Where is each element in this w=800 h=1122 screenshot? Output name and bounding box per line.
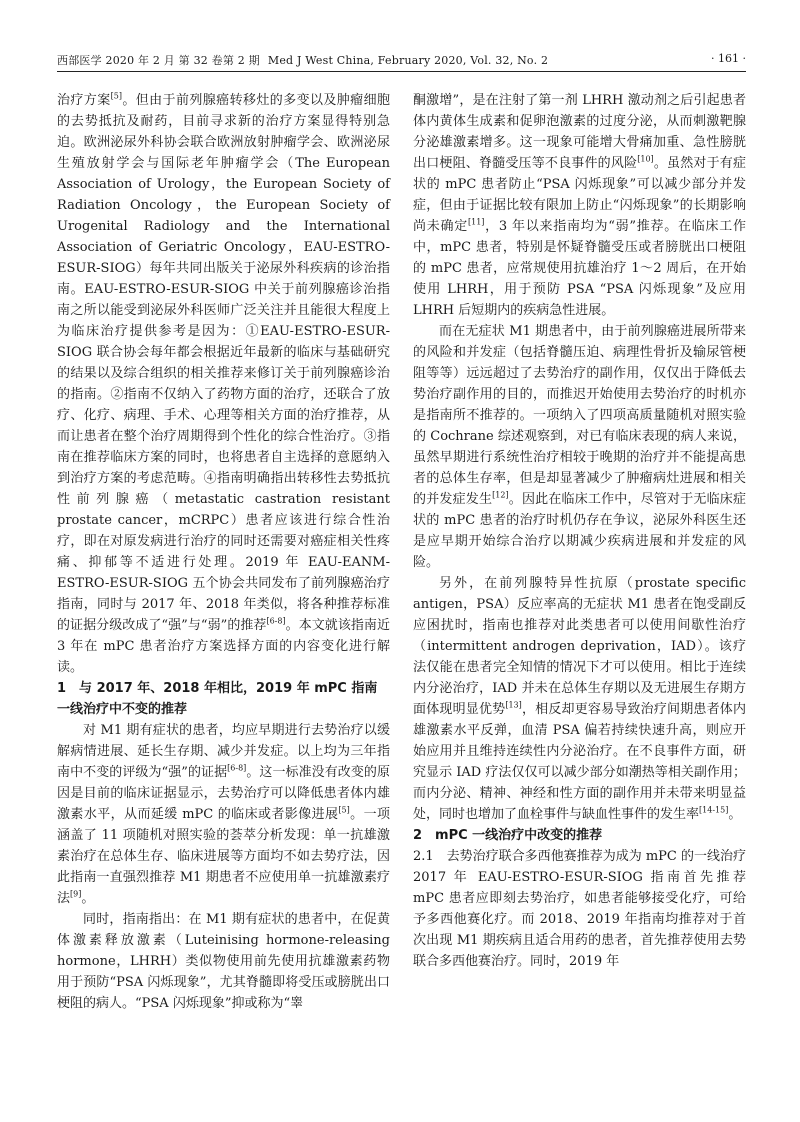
paragraph: 治疗方案[5]。但由于前列腺癌转移灶的多变以及肿瘤细胞的去势抵抗及耐药，目前寻求新的治疗方案显得特别急迫。欧洲泌尿外科协会联合欧洲放射肿瘤学会、欧洲泌尿生殖放射学会与国际老年肿瘤学会（The European Association of Urology，the European Society of Radiation Oncology，the European Society of Urogenital Radiology and the International Association of Geriatric Oncology，EAU-ESTRO-ESUR-SIOG）每年共同出版关于泌尿外科疾病的诊治指南。EAU-ESTRO-ESUR-SIOG 中关于前列腺癌诊治指南之所以能受到泌尿外科医师广泛关注并且能很大程度上为临床治疗提供参考是因为：①EAU-ESTRO-ESUR-SIOG 联合协会每年都会根据近年最新的临床与基础研究的结果以及综合组织的相关推荐来修订关于前列腺癌诊治的指南。②指南不仅纳入了药物方面的治疗，还联合了放疗、化疗、病理、手术、心理等相关方面的治疗推荐，从而让患者在整个治疗周期得到个性化的综合性治疗。③指南在推荐临床方案的同时，也将患者自主选择的意愿纳入到治疗方案的考虑范畴。④指南明确指出转移性去势抵抗性前列腺癌（metastatic castration resistant prostate cancer，mCRPC）患者应该进行综合性治疗，即在对原发病进行治疗的同时还需要对癌症相关性疼痛、抑郁等不适进行处理。2019 年 EAU-EANM-ESTRO-ESUR-SIOG 五个协会共同发布了前列腺癌治疗指南，同时与 2017 年、2018 年类似，将各种推荐标准的证据分级改成了“强”与“弱”的推荐[6-8]。本文就该指南近 3 年在 mPC 患者治疗方案选择方面的内容变化进行解读。	[57, 91, 390, 675]
left-column	[57, 90, 390, 1014]
paragraph: 对 M1 期有症状的患者，均应早期进行去势治疗以缓解病情进展、延长生存期、减少并发症。以上均为三年指南中不变的评级为“强”的证据[6-8]。这一标准没有改变的原因是目前的临床证据显示，去势治疗可以降低患者体内雄激素水平，从而延缓 mPC 的临床或者影像进展[5]。一项涵盖了 11 项随机对照实验的荟萃分析发现：单一抗雄激素治疗在总体生存、临床进展等方面均不如去势疗法，因此指南一直强烈推荐 M1 期患者不应使用单一抗雄激素疗法[9]。	[57, 723, 390, 906]
paragraph: 2.1 去势治疗联合多西他赛推荐为成为 mPC 的一线治疗 2017 年 EAU-ESTRO-ESUR-SIOG 指南首先推荐 mPC 患者应即刻去势治疗，如患者能够接受化疗，可给予多西他赛化疗。而 2018、2019 年指南均推荐对于首次出现 M1 期疾病且适合用药的患者，首先推荐使用去势联合多西他赛治疗。同时，2019 年	[413, 849, 760, 969]
header-divider	[57, 71, 746, 72]
citation[interactable]: [11]	[467, 217, 485, 227]
journal-citation	[57, 52, 548, 68]
citation[interactable]: [9]	[70, 889, 82, 899]
citation[interactable]: [5]	[338, 805, 350, 815]
page-number: · 161 ·	[711, 52, 746, 65]
citation[interactable]: [12]	[492, 490, 509, 500]
paragraph: 而在无症状 M1 期患者中，由于前列腺癌进展所带来的风险和并发症（包括脊髓压迫、病理性骨折及输尿管梗阻等等）远远超过了去势治疗的副作用，仅仅出于降低去势治疗副作用的目的，而推迟开始使用去势治疗的时机亦是指南所不推荐的。一项纳入了四项高质量随机对照实验的 Cochrane 综述观察到，对已有临床表现的病人来说，虽然早期进行系统性治疗相较于晚期的治疗并不能提高患者的总体生存率，但是却显著减少了肿瘤病灶进展和相关的并发症发生[12]。因此在临床工作中，尽管对于无临床症状的 mPC 患者的治疗时机仍存在争议，泌尿外科医生还是应早期开始综合治疗以期减少疾病进展和并发症的风险。	[413, 324, 746, 570]
right-column	[413, 90, 760, 972]
paragraph: 另外，在前列腺特异性抗原（prostate specific antigen，PSA）反应率高的无症状 M1 患者在饱受副反应困扰时，指南也推荐对此类患者可以使用间歇性治疗（intermittent androgen deprivation，IAD）。该疗法仅能在患者完全知情的情况下才可以使用。相比于连续内分泌治疗，IAD 并未在总体生存期以及无进展生存期方面体现明显优势[13]，相反却更容易导致治疗间期患者体内雄激素水平反弹，血清 PSA 偏若持续快速升高，则应开始应用并且维持连续性内分泌治疗。在不良事件方面，研究显示 IAD 疗法仅仅可以减少部分如潮热等相关副作用；而内分泌、精神、神经和性方面的副作用并未带来明显益处，同时也增加了血栓事件与缺血性事件的发生率[14-15]。	[413, 576, 746, 822]
citation[interactable]: [5]	[110, 91, 122, 101]
journal-citation-en: Med J West China, February 2020, Vol. 32, No. 2	[267, 54, 549, 67]
citation[interactable]: [6-8]	[266, 616, 286, 626]
citation[interactable]: [14-15]	[699, 805, 729, 815]
section-heading: 2 mPC 一线治疗中改变的推荐	[413, 828, 603, 843]
citation[interactable]: [6-8]	[227, 763, 247, 773]
paragraph: 同时，指南指出：在 M1 期有症状的患者中，在促黄体激素释放激素（Luteinising hormone-releasing hormone，LHRH）类似物使用前先使用抗雄激素药物用于预防“PSA 闪烁现象”，尤其脊髓即将受压或膀胱出口梗阻的病人。“PSA 闪烁现象”抑或称为“睾	[57, 912, 390, 1011]
section-heading: 1 与 2017 年、2018 年相比，2019 年 mPC 指南一线治疗中不变的推荐	[57, 681, 378, 717]
citation[interactable]: [13]	[505, 700, 522, 710]
citation[interactable]: [10]	[637, 154, 654, 164]
running-header	[57, 52, 746, 70]
paragraph: 酮激增”，是在注射了第一剂 LHRH 激动剂之后引起患者体内黄体生成素和促卵泡激素的过度分泌，从而刺激靶腺分泌雄激素增多。这一现象可能增大骨痛加重、急性膀胱出口梗阻、脊髓受压等不良事件的风险[10]。虽然对于有症状的 mPC 患者防止“PSA 闪烁现象”可以减少部分并发症，但由于证据比较有限加上防止“闪烁现象”的长期影响尚未确定[11]，3 年以来指南均为“弱”推荐。在临床工作中，mPC 患者，特别是怀疑脊髓受压或者膀胱出口梗阻的 mPC 患者，应常规使用抗雄治疗 1～2 周后，在开始使用 LHRH，用于预防 PSA “PSA 闪烁现象”及应用 LHRH 后短期内的疾病急性进展。	[413, 93, 746, 318]
journal-citation-cn: 西部医学 2020 年 2 月 第 32 卷第 2 期	[57, 54, 260, 67]
